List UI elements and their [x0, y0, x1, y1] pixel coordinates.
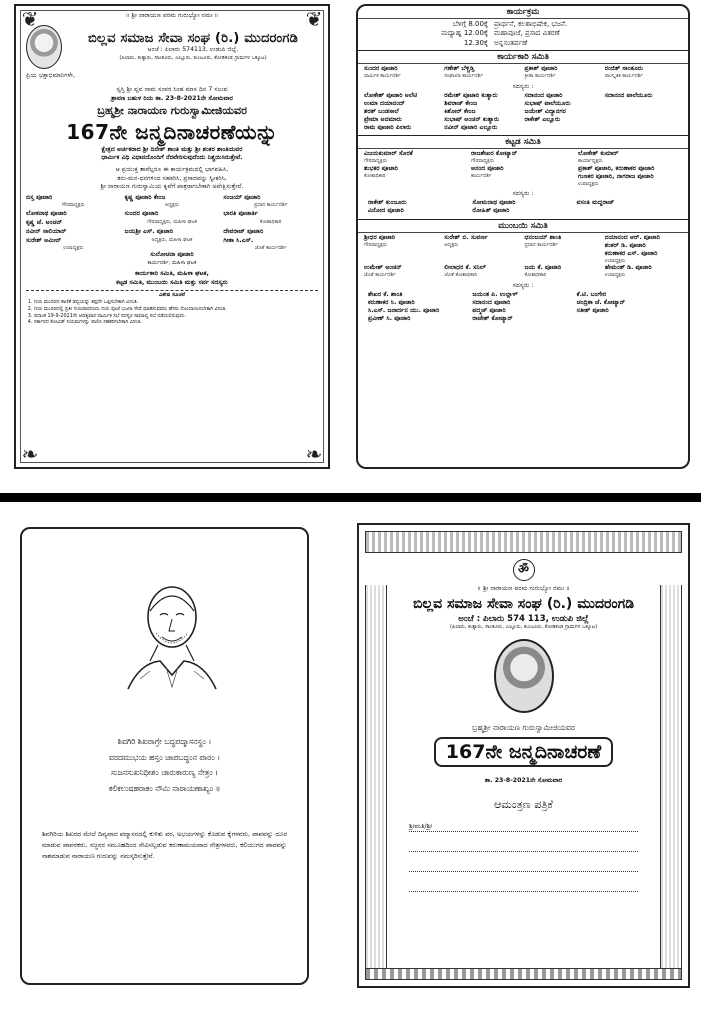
separator-band [0, 493, 701, 502]
member-name: ಕಿಶೋರ್ ಕೇಂಜ [444, 108, 476, 115]
officer-name: ಗೀತಾ ಸಿ.ಎಸ್. [223, 236, 254, 244]
verse-line: ವರದಮುಭಯ ಹಸ್ತಂ ಜಾಪಬದ್ಧಂನ ಪಾರಂ । [108, 752, 221, 762]
decorative-pillar [365, 585, 387, 970]
member-name: ಪ್ರವೀಣ್ ಸಿ. ಪೂಜಾರಿ [368, 314, 411, 322]
date-line-1: ಸ್ವಸ್ತಿ ಶ್ರೀ ಪ್ಲವ ನಾಮ ಸಂವರ ಸಿಂಹ ಮಾಸ ದಿನ 7 ಸಲುವ [116, 86, 228, 94]
invocation: ॥ ಶ್ರೀ ನಾರಾಯಣ ಪರಮ ಗುರುಭ್ಯೋ ನಮಃ ॥ [125, 12, 219, 19]
member-role: ಗೌರವಾಧ್ಯಕ್ಷರು [364, 158, 388, 165]
org-address: ಅಂಚೆ : ಪಿಲಾರು 574113, ಉಡುಪಿ ಜಿಲ್ಲೆ. [147, 46, 239, 54]
cover-address: ಅಂಚೆ : ಪಿಲಾರು 574 113, ಉಡುಪಿ ಜಿಲ್ಲೆ [458, 613, 589, 624]
member-name: ಲೋಕೇಶ್ ಕುಮಾರ್ [578, 150, 619, 158]
exec-members [358, 91, 688, 133]
program-title: ಕಾರ್ಯಕ್ರಮ [358, 6, 688, 19]
officer-role: ಕೋಶಾಧಿಕಾರಿ [259, 218, 282, 225]
exec-committee-title: ಕಾರ್ಯಕಾರಿ ಸಮಿತಿ [358, 50, 688, 64]
mumbai-committee-title: ಮುಂಬಯಿ ಸಮಿತಿ [358, 219, 688, 233]
org-villages: (ಪಿಲಾರು, ಕುತ್ಯಾರು, ಸಾಂತೂರು, ಎಲ್ಲೂರು, ಕುಂಜೂರು, ಕೋಡಿಕಂಡ ಗ್ರಾಮಗಳ ಒಕ್ಕೂಟ) [119, 55, 267, 61]
guru-sketch-icon [120, 571, 224, 691]
officer-name: ದೇವರಾಜ್ ಪೂಜಾರಿ [223, 227, 264, 235]
member-role: ಗೌರವಾಧ್ಯಕ್ಷರು [364, 241, 388, 248]
member-name: ಸುಂದರ ಪೂಜಾರಿ [364, 65, 398, 73]
officer-name: ಬಿಸ್ತ ಪೂಜಾರಿ [26, 194, 53, 202]
body-line-2: ಧಾರ್ಮಿಕ ವಿಧಿ ವಿಧಾನದೊಂದಿಗೆ ನೆರವೇರಿಸುವುದೆಂದು ನಿಶ್ಚಯಿಸಿರುತ್ತೇವೆ. [101, 154, 243, 162]
cover-content [395, 557, 652, 964]
body-line-1: ಕ್ಷೇತ್ರದ ಅರ್ಚಕರಾದ ಶ್ರೀ ದಿನೇಶ್ ಶಾಂತಿ ಮತ್ತು ಶ್ರೀ ಶಂಕರ ಶಾಂತಿಯವರ [101, 145, 243, 153]
member-name: ರಮೇಶ್ ಪೂಜಾರಿ ಕುತ್ಯಾರು [444, 91, 498, 99]
cover-date: ತಾ. 23-8-2021ನೇ ಸೋಮವಾರ [484, 776, 563, 784]
schedule-event: ಮಹಾಪೂಜೆ, ಪ್ರಸಾದ ವಿತರಣೆ [494, 29, 560, 38]
sulochana-name: ಸುಲೋಚನಾ ಪೂಜಾರಿ [150, 251, 194, 259]
member-name [577, 315, 678, 323]
member-role: ಕೋಶಾಧಿಕಾರಿ [364, 172, 386, 179]
officer-name: ನವೀನ್ ಸಾಲಿಯಾನ್ [26, 227, 67, 235]
member-name: ಶಿವರಾಜ್ ಕೇಂಜ [444, 99, 478, 107]
member-name: ಶ್ರೀಧರ ಪೂಜಾರಿ [364, 233, 396, 241]
schedule-event: ಅನ್ನಸಂತರ್ಪಣೆ [494, 38, 528, 47]
officer-role: ಅಧ್ಯಕ್ಷರು, ಮಹಿಳಾ ಘಟಕ [151, 236, 193, 243]
member-name: ಶಂಕರ್ ಡಿ. ಪೂಜಾರಿ [604, 241, 646, 249]
schedule-event: ಪ್ರಾರ್ಥನೆ, ಕಲಶಾಭಿಷೇಕ, ಭಜನೆ. [494, 20, 568, 28]
guru-portrait [26, 25, 62, 69]
members-label: ಸದಸ್ಯರು : [512, 82, 534, 90]
member-role: ಅಧ್ಯಕ್ಷರು [444, 241, 459, 248]
member-name: ಗಣೇಶ್ ಬೆಳ್ಚಿಡ್ತಿ [444, 65, 475, 73]
officer-role: ಗೌರವಾಧ್ಯಕ್ಷರು, ಮಹಿಳಾ ಘಟಕ [147, 218, 197, 225]
schedule-time: ಮಧ್ಯಾಹ್ನ 12.00ಕ್ಕೆ [441, 29, 488, 38]
member-name: ಚಂದ್ರಿಕಾ ಜೆ. ಕೋಟ್ಯಾನ್ [576, 298, 626, 306]
sanskrit-verse [42, 734, 287, 796]
cover-org-name: ಬಿಲ್ಲವ ಸಮಾಜ ಸೇವಾ ಸಂಘ (ರಿ.) ಮುದರಂಗಡಿ [412, 595, 635, 612]
member-name: ಜಯೇಶ್ ವಿದ್ಯಾನಗರ [524, 108, 566, 115]
decorative-pillar [660, 585, 682, 970]
officer-name: ಸುಂದರ ಪೂಜಾರಿ [124, 209, 159, 217]
member-name: ಧನಂಜಯ್ ಶಾಂತಿ [524, 233, 562, 241]
member-name: ವಿಜಯಕುಮಾರ್ ಸೊರಕೆ [364, 150, 413, 158]
recipient-label: ಶ್ರೀಮತಿ/ಶ್ರೀ [409, 821, 433, 830]
member-role: ಜೊತೆ ಕೋಶಾಧಿಕಾರಿ [444, 272, 477, 279]
ornament-corner-icon: ❦ [305, 7, 323, 31]
member-name: ಸುಭಾಷ್ ಪಾಲೆಯೂರು [524, 99, 571, 107]
member-name [605, 100, 682, 108]
recipient-blank-line [409, 882, 638, 892]
recipient-blank-line [409, 862, 638, 872]
officer-role: ಅಧ್ಯಕ್ಷರು [164, 202, 180, 209]
member-name: ಲೋಕೇಶ್ ಪೂಜಾರಿ ಅಲೆಟಿ [364, 91, 418, 99]
member-name: ಪ್ರೇಮಾ ಅದಮಾರು [364, 116, 402, 124]
officer-name: ಸಂಜಯ್ ಪೂಜಾರಿ [223, 194, 261, 202]
cover-invite-title: ಆಮಂತ್ರಣ ಪತ್ರಿಕೆ [494, 797, 553, 811]
schedule-time: 12.30ಕ್ಕೆ [463, 38, 488, 47]
member-name: ರಾಕೇಶ್ ಕುಂಜೂರು [368, 199, 407, 207]
cover-panel [357, 523, 690, 988]
member-role: ಸಂಘಟನಾ ಕಾರ್ಯದರ್ಶಿ [444, 73, 483, 80]
member-name: ಸದಾನಂದ ಪೂಜಾರಿ [524, 91, 563, 99]
member-name: ಉಮೇಶ್ ಅಂಚನ್ [364, 264, 402, 272]
guru-name: ಬ್ರಹ್ಮಶ್ರೀ ನಾರಾಯಣ ಗುರುಸ್ವಾಮೀಜಿಯವರ [97, 103, 247, 117]
body-line-4: ತನು-ಮನ-ಧನಗಳಿಂದ ಸಹಕರಿಸಿ, ಪ್ರಸಾದವನ್ನು ಸ್ವೀಕರಿಸಿ, [117, 174, 227, 182]
member-role: ಸಾಂಸ್ಕೃತಿಕ ಕಾರ್ಯದರ್ಶಿ [604, 73, 643, 80]
verse-panel [20, 527, 309, 985]
member-name: ಜಯ ಕೆ. ಪೂಜಾರಿ [524, 264, 562, 272]
verse-meaning: ಶಿವಗಿರಿಯ ಶಿಖರದ ಮೇಲೆ ದಿವ್ಯವಾದ ಪದ್ಮಾಸನದಲ್ಲಿ ಕುಳಿತು ವರ, ಅಭಯಗಳನ್ನು ಕೊಡುವ ಕೈಗಳವರು, ಪಾಪವನ್ನು ದೂರ ಮಾಡುವ ಪಾವನಕರು, ಸಜ್ಜನರ ಸಮೂಹದಿಂದ ಸೇವಿಸಲ್ಪಡುವ ಕರುಣಾಮಯವಾದ ನೇತ್ರಗಳವರು, ಕಲಿಯುಗದ ಪಾಪವನ್ನು ನಾಶಮಾಡುವ ನಾರಾಯಣ ಗುರುವನ್ನು ನಮಸ್ಕರಿಸುತ್ತೇನೆ. [42, 830, 287, 861]
cover-celebration-title: 167ನೇ ಜನ್ಮದಿನಾಚರಣೆ [434, 737, 613, 767]
member-name: ಕೆ.ಟಿ. ಬಂಗೇರ [576, 290, 607, 298]
salutation: ಪ್ರಿಯ ಭಕ್ತಾಭಿಮಾನಿಗಳೇ, [26, 71, 75, 79]
member-name: ಉಮಾ ದಯಾನಂದ್ [364, 99, 405, 107]
member-name: ಪ್ರಕಾಶ್ ಪೂಜಾರಿ, ಕರುಣಾಕರ ಪೂಜಾರಿ [578, 164, 655, 172]
member-name: ಸದಾನಂದ ಪೂಜಾರಿ [472, 298, 511, 306]
member-name: ಶೇಖರ ಕೆ. ಶಾಂತಿ [368, 290, 403, 298]
cover-invocation: ॥ ಶ್ರೀ ನಾರಾಯಣ ಪರಮ ಗುರುಭ್ಯೋ ನಮಃ ॥ [477, 585, 570, 592]
member-role: ಜೊತೆ ಕಾರ್ಯದರ್ಶಿ [364, 272, 396, 279]
date-line-2: ಶ್ರಾವಣ ಬಹುಳ ರಿಯ ತಾ. 23-8-2021ನೇ ಸೋಮವಾರ [111, 95, 233, 103]
note-item: 1. ಗುರು ಮಂದಿರದ ಕಾಣಿಕೆ ಡಬ್ಬಿಯನ್ನು ತಪ್ಪದೇ ಒಪ್ಪಿಸಬೇಕಾಗಿ ವಿನಂತಿ. [34, 299, 318, 306]
member-role: ಪ್ರಧಾನ ಕಾರ್ಯದರ್ಶಿ [524, 241, 558, 248]
member-role: ಉಪಾಧ್ಯಕ್ಷರು [604, 272, 626, 279]
member-name: ಕರುಣಾಕರ ಎಸ್. ಪೂಜಾರಿ [604, 249, 658, 257]
decorative-bottom-border [365, 968, 682, 980]
officer-name: ಭಾರತಿ ಪೂಜಾರ್ತಿ [223, 209, 258, 217]
member-name [605, 116, 682, 124]
member-name: ವಸಂತಿ ಮದ್ದರಾಜ್ [576, 199, 615, 207]
officer-name: ಸುರೇಶ್ ಅಮೀನ್ [26, 236, 62, 244]
ornament-corner-icon: ❧ [21, 442, 39, 466]
cover-villages: (ಪಿಲಾರು, ಕುತ್ಯಾರು, ಸಾಂತೂರು, ಎಲ್ಲೂರು, ಕುಂಜೂರು, ಕೋಡಿಕಂಡ ಗ್ರಾಮಗಳ ಒಕ್ಕೂಟ) [449, 623, 598, 630]
members-label: ಸದಸ್ಯರು : [512, 281, 534, 289]
building-heads [358, 149, 688, 188]
member-name: ಸಿ.ಎಸ್. ಜನಾರ್ದನ ಯು. ಪೂಜಾರಿ [368, 306, 440, 314]
member-name [605, 108, 682, 116]
member-name: ರಾಜೇಶ್ ಕೋಟ್ಯಾನ್ [472, 314, 513, 322]
members-label: ಸದಸ್ಯರು : [512, 190, 534, 198]
sulochana-role: ಕಾರ್ಯದರ್ಶಿ, ಮಹಿಳಾ ಘಟಕ [147, 260, 197, 267]
officer-name: ಕೃಷ್ಣ ಪೂಜಾರಿ ಕೇಂಜ [124, 194, 166, 202]
mumbai-heads [358, 233, 688, 280]
celebration-title: 167ನೇ ಜನ್ಮದಿನಾಚರಣೆಯನ್ನು [66, 119, 278, 144]
officer-name: ಜಯಶ್ರೀ ಎಸ್. ಪೂಜಾರಿ [124, 227, 174, 235]
member-name: ಪ್ರಕಾಶ್ ಪೂಜಾರಿ [524, 65, 558, 73]
officer-role: ಜೊತೆ ಕಾರ್ಯದರ್ಶಿ [254, 244, 287, 251]
mumbai-members [358, 290, 688, 324]
special-notes [26, 290, 318, 325]
officer-name: ಲೋಕನಾಥ ಪೂಜಾರಿ [26, 209, 67, 217]
note-item: 4. ಸರ್ಕಾರದ ಕೋವಿಡ್ ನಿಯಮಗಳನ್ನು ಪಾಲಿಸಿ ಸಹಕರಿಸಬೇಕಾಗಿ ವಿನಂತಿ. [34, 319, 318, 326]
member-name: ಜಯಂತ ಪಿ. ಉಲ್ಲಾಳ್ [472, 290, 518, 298]
building-members [358, 198, 688, 216]
signoff-1: ಕಾರ್ಯಕಾರಿ ಸಮಿತಿ, ಮಹಿಳಾ ಘಟಕ, [135, 270, 209, 278]
invitation-panel [14, 4, 330, 469]
recipient-blank-line [409, 842, 638, 852]
member-name: ಶರತ್ ಬಂಡಸಾಲೆ [364, 108, 399, 115]
building-committee-title: ಕಟ್ಟಡ ಸಮಿತಿ [358, 135, 688, 149]
ornament-corner-icon: ❧ [305, 442, 323, 466]
member-name: ಸುಭಾಷ್ ಅಂಚನ್ ಕುತ್ಯಾರು [444, 116, 500, 124]
member-name: ಸುರೇಶ್ ಬಿ. ಸುವರ್ಣ [444, 233, 488, 241]
member-role: ಉಪಾಧ್ಯಕ್ಷರು [578, 180, 599, 187]
note-item: 2. ಗುರು ಮಂದಿರದಲ್ಲಿ ಪ್ರತೀ ಗುರುವಾರದಂದು ಗುರು ಪೂಜೆ ಭಜನಾ ಸೇವೆ ಮಾಡಿಸುವವರು ಹೆಸರು ನೊಂದಾಯಿಸಬೇಕಾಗಿ ವಿನಂತಿ. [34, 306, 318, 313]
officers-grid [26, 194, 318, 251]
officer-role: ಪ್ರಧಾನ ಕಾರ್ಯದರ್ಶಿ [254, 202, 288, 209]
member-name: ರಂಜಿತ್ ಸಾಂತೂರು [604, 65, 644, 73]
member-name: ಹೇಮಂತ್ ಡಿ. ಪೂಜಾರಿ [604, 264, 652, 272]
member-role: ಉಪಾಧ್ಯಕ್ಷರು [604, 257, 626, 264]
verse-line: ಕಲಿಕಲುಷಹರಾಕಂ ನೌಮಿ ನಾರಾಯಣಾಖ್ಯಂ ॥ [108, 783, 221, 793]
member-name: ವಿನೋದ ಪೂಜಾರಿ [368, 207, 404, 215]
verse-line: ಸುಜನಸುಖನಿಧೀಶಂ ಚಾರುಕಾರುಣ್ಯ ನೇತ್ರಂ । [110, 768, 219, 778]
org-name: ಬಿಲ್ಲವ ಸಮಾಜ ಸೇವಾ ಸಂಘ (ರಿ.) ಮುದರಂಗಡಿ [87, 31, 299, 47]
member-name [577, 207, 678, 215]
member-name: ರಾಮ ಪೂಜಾರಿ ಪಿಲಾರು [364, 124, 412, 132]
member-role: ಕಾರ್ಯದರ್ಶಿ [471, 172, 492, 179]
note-item: 3. ದಿನಾಂಕ 19-9-2021ನೇ ಆದಿತ್ಯವಾರ ಧಾರ್ಮಿಕ ಸಭೆ ಸದಸ್ಯರ ಸಾಮಾನ್ಯ ಸಭೆ ನಡೆಯಲಿರುವುದು. [34, 313, 318, 320]
member-name: ಗುಣಕರ ಪೂಜಾರಿ, ನಾಗರಾಜ ಪೂಜಾರಿ [578, 172, 654, 180]
committee-panel [356, 4, 690, 469]
schedule-time: ಬೆಳಿಗ್ಗೆ 8.00ಕ್ಕೆ [452, 20, 488, 28]
member-name: ಸದಾನಂದ ಪಾಲೆಯೂರು [604, 91, 653, 99]
member-name: ಕರುಣಾಕರ ಸಿ. ಪೂಜಾರಿ [368, 298, 415, 306]
member-role: ಕಾರ್ಯಾಧ್ಯಕ್ಷರು [578, 158, 603, 165]
cover-guru-name: ಬ್ರಹ್ಮಶ್ರೀ ನಾರಾಯಣ ಗುರುಸ್ವಾಮೀಜಿಯವರ [472, 722, 575, 732]
ornament-corner-icon: ❦ [21, 7, 39, 31]
member-role: ಗೌರವಾಧ್ಯಕ್ಷರು [471, 158, 495, 165]
officer-role: ಉಪಾಧ್ಯಕ್ಷರು [63, 244, 84, 251]
member-name: ದಯಾನಂದ ಆರ್. ಪೂಜಾರಿ [604, 233, 661, 241]
member-role: ಧಾರ್ಮಿಕ ಕಾರ್ಯದರ್ಶಿ [364, 73, 401, 80]
cover-guru-portrait [494, 639, 554, 713]
member-role: ಕೋಶಾಧಿಕಾರಿ [524, 272, 546, 279]
verse-line: ಶಿವಗಿರಿ ಶಿಖರಾಗ್ರೇ ಬದ್ಧಪದ್ಮಾಸನಸ್ಥಂ । [117, 737, 212, 746]
decorative-top-border [365, 531, 682, 553]
body-line-3: ಆ ಪ್ರಯುಕ್ತ ತಾವೆಲ್ಲರೂ ಈ ಕಾರ್ಯಕ್ರಮದಲ್ಲಿ ಭಾಗವಹಿಸಿ, [115, 166, 229, 174]
notes-title: ವಿಶೇಷ ಸೂಚನೆ [159, 292, 185, 299]
body-line-5: ಶ್ರೀ ನಾರಾಯಣ ಗುರುಸ್ವಾಮಿಯ ಕೃಪೆಗೆ ಪಾತ್ರರಾಗಬೇಕಾಗಿ ಅಪೇಕ್ಷಿಸುತ್ತೇವೆ. [100, 183, 244, 191]
member-name: ನವೀನ್ ಪೂಜಾರಿ ಎಲ್ಲೂರು [444, 124, 498, 132]
officer-role: ಗೌರವಾಧ್ಯಕ್ಷರು [61, 202, 85, 209]
member-name: ಪದ್ಮಜ್ ಪೂಜಾರಿ [472, 306, 506, 314]
exec-heads [358, 64, 688, 81]
member-name: ರಾಜಶೇಖರ ಕೋಟ್ಯಾನ್ [471, 150, 518, 158]
signoff-2: ಕಟ್ಟಡ ಸಮಿತಿ, ಮುಂಬಯಿ ಸಮಿತಿ ಮತ್ತು ಸರ್ವ ಸದಸ್ಯರು [116, 278, 228, 286]
member-name: ಶುಭಕರ ಪೂಜಾರಿ [364, 164, 399, 172]
member-role: ಕ್ರೀಡಾ ಕಾರ್ಯದರ್ಶಿ [524, 73, 556, 80]
program-schedule [358, 19, 688, 50]
officer-name: ಕೃಷ್ಣ ಜೆ. ಅಂಚನ್ [26, 218, 63, 226]
member-name: ಲೀಲಾಧರ ಕೆ. ಸನಿಲ್ [444, 264, 486, 272]
org-header [26, 25, 318, 69]
member-name: ರೋಹಿತ್ ಪೂಜಾರಿ [472, 207, 510, 215]
member-name: ಸೋಮನಾಥ ಪೂಜಾರಿ [472, 199, 516, 207]
member-name: ರಾಕೇಶ್ ಎಲ್ಲೂರು [524, 116, 561, 124]
member-name: ಸತೀಶ್ ಪೂಜಾರಿ [576, 306, 609, 314]
member-name: ಆನಂದ ಪೂಜಾರಿ [471, 164, 504, 172]
recipient-line [409, 822, 638, 832]
om-icon: ॐ [513, 559, 535, 581]
